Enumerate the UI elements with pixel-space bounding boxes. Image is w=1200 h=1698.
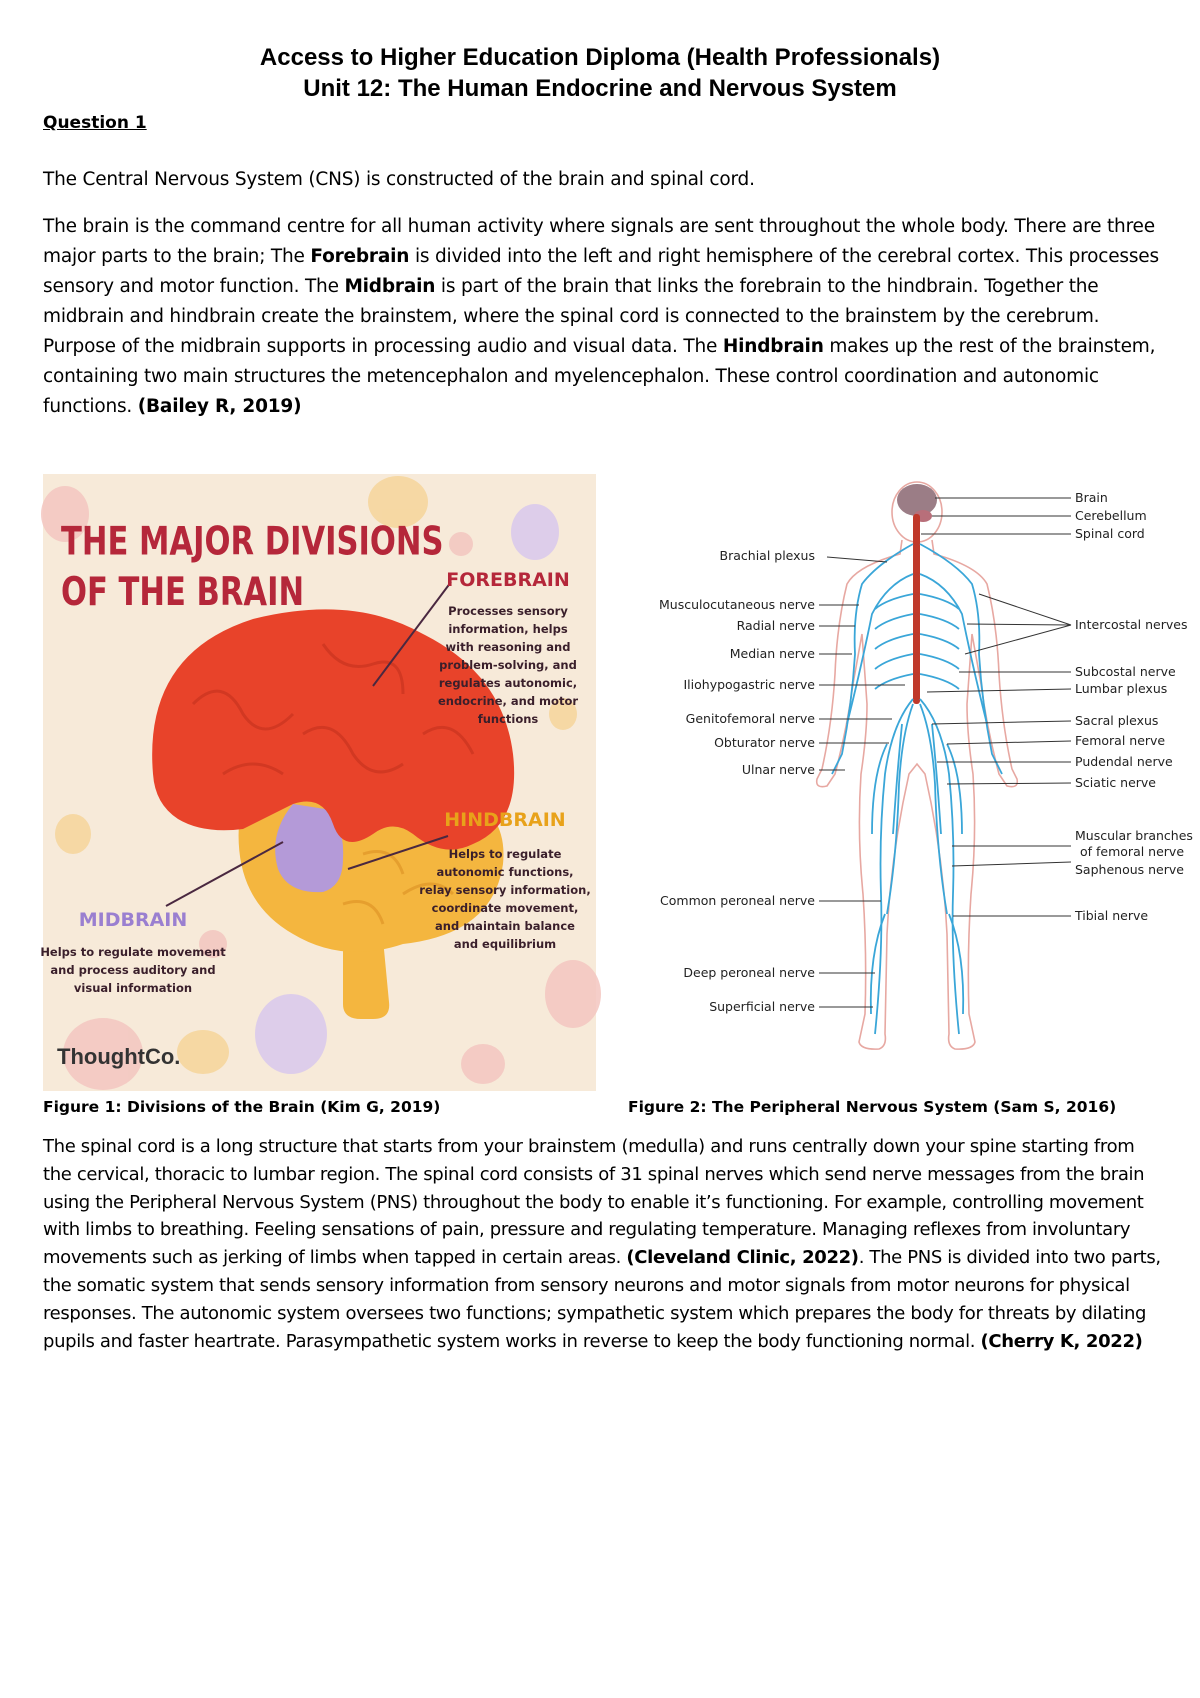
label-femoral-nerve: Femoral nerve [1075,733,1166,748]
label-lumbar-plexus: Lumbar plexus [1075,681,1168,696]
forebrain-desc-line: regulates autonomic, [438,676,578,690]
document-title: Access to Higher Education Diploma (Health Professionals) [259,44,941,71]
forebrain-desc-line: functions [477,712,539,726]
label-of-femoral-nerve: of femoral nerve [1080,844,1185,859]
figure2-caption: Figure 2: The Peripheral Nervous System (Sam S, 2016) [628,1098,1117,1116]
label-musculocutaneous-nerve: Musculocutaneous nerve [659,597,815,612]
document-header [0,42,1200,104]
midbrain-term: Midbrain [344,276,436,297]
para3-text-2: . The PNS is divided into two parts, the somatic system that sends sensory information from sensory neurons and motor signals from motor neurons for physical responses. The autonomic system oversees two functions; sympathetic system which prepares the body for threats by dilating pupils and faster heartrate. Parasympathetic system works in reverse to keep the body functioning normal. [43,1247,1161,1352]
hindbrain-desc-line: relay sensory information, [419,883,591,897]
para2-text-1: The brain is the command centre for all human activity where signals are sent throughout the whole body. There are three major parts to the brain; The [43,216,1155,267]
label-iliohypogastric-nerve: Iliohypogastric nerve [683,677,815,692]
para2-text-4: makes up the rest of the brainstem, containing two main structures the metencephalon and myelencephalon. These control coordination and autonomic functions. [43,336,1156,417]
midbrain-desc-line: and process auditory and [50,963,216,977]
label-muscular-branches: Muscular branches [1075,828,1193,843]
forebrain-desc-line: endocrine, and motor [437,694,579,708]
figure-peripheral-nervous-system [647,474,1193,1084]
citation-bailey: (Bailey R, 2019) [137,396,302,417]
forebrain-desc-line: information, helps [448,622,568,636]
label-sciatic-nerve: Sciatic nerve [1075,775,1156,790]
para2-text-2: is divided into the left and right hemisphere of the cerebral cortex. This processes sensory and motor function. The [43,246,1159,297]
hindbrain-desc-line: and maintain balance [435,919,575,933]
hindbrain-term: Hindbrain [722,336,824,357]
label-median-nerve: Median nerve [729,646,815,661]
figure1-title-line1: THE MAJOR DIVISIONS [61,518,444,565]
paragraph-spinal-cord [43,1133,1168,1355]
label-obturator-nerve: Obturator nerve [714,735,815,750]
label-genitofemoral-nerve: Genitofemoral nerve [685,711,815,726]
hindbrain-desc-line: coordinate movement, [431,901,579,915]
thoughtco-logo: ThoughtCo. [57,1044,181,1069]
forebrain-label: FOREBRAIN [446,569,570,591]
paragraph-brain [43,212,1168,422]
label-spinal-cord: Spinal cord [1075,526,1145,541]
label-pudendal-nerve: Pudendal nerve [1075,754,1173,769]
para2-text-3: is part of the brain that links the forebrain to the hindbrain. Together the midbrain and hindbrain create the brainstem, where the spinal cord is connected to the brainstem by the cerebrum. Purpose of the midbrain supports in processing audio and visual data. The [43,276,1100,357]
label-cerebellum: Cerebellum [1075,508,1147,523]
midbrain-desc-line: Helps to regulate movement [40,945,226,959]
midbrain-label: MIDBRAIN [78,909,188,931]
question-heading: Question 1 [43,113,147,133]
citation-cleveland-clinic: (Cleveland Clinic, 2022) [626,1247,859,1269]
label-deep-peroneal-nerve: Deep peroneal nerve [683,965,815,980]
citation-cherry: (Cherry K, 2022) [980,1330,1143,1352]
figure-brain-divisions [40,474,596,1091]
forebrain-desc-line: with reasoning and [445,640,571,654]
label-superficial-nerve: Superficial nerve [709,999,815,1014]
brain-shape [897,484,937,516]
figure1-title-line2: OF THE BRAIN [61,569,305,616]
hindbrain-label: HINDBRAIN [444,809,566,831]
label-brain: Brain [1075,490,1108,505]
para3-text-1: The spinal cord is a long structure that starts from your brainstem (medulla) and runs centrally down your spine starting from the cervical, thoracic to lumbar region. The spinal cord consists of 31 spinal nerves which send nerve messages from the brain using the Peripheral Nervous System (PNS) throughout the body to enable it’s functioning. For example, controlling movement with limbs to breathing. Feeling sensations of pain, pressure and regulating temperature. Managing reflexes from involuntary movements such as jerking of limbs when tapped in certain areas. [43,1136,1145,1269]
unit-title: Unit 12: The Human Endocrine and Nervous System [303,75,897,102]
label-ulnar-nerve: Ulnar nerve [741,762,815,777]
hindbrain-desc-line: and equilibrium [453,937,557,951]
paragraph-cns: The Central Nervous System (CNS) is constructed of the brain and spinal cord. [43,169,755,190]
hindbrain-desc-line: autonomic functions, [436,865,574,879]
forebrain-term: Forebrain [310,246,410,267]
label-intercostal-nerves: Intercostal nerves [1075,617,1188,632]
label-sacral-plexus: Sacral plexus [1075,713,1159,728]
label-tibial-nerve: Tibial nerve [1075,908,1149,923]
spinal-cord-shape [913,514,920,704]
label-common-peroneal-nerve: Common peroneal nerve [660,893,815,908]
forebrain-desc-line: problem-solving, and [439,658,577,672]
midbrain-desc-line: visual information [73,981,193,995]
label-radial-nerve: Radial nerve [736,618,815,633]
hindbrain-desc-line: Helps to regulate [448,847,562,861]
label-brachial-plexus: Brachial plexus [719,548,815,563]
label-subcostal-nerve: Subcostal nerve [1075,664,1176,679]
forebrain-desc-line: Processes sensory [448,604,568,618]
figure1-caption: Figure 1: Divisions of the Brain (Kim G, 2019) [43,1098,441,1116]
label-saphenous-nerve: Saphenous nerve [1075,862,1184,877]
